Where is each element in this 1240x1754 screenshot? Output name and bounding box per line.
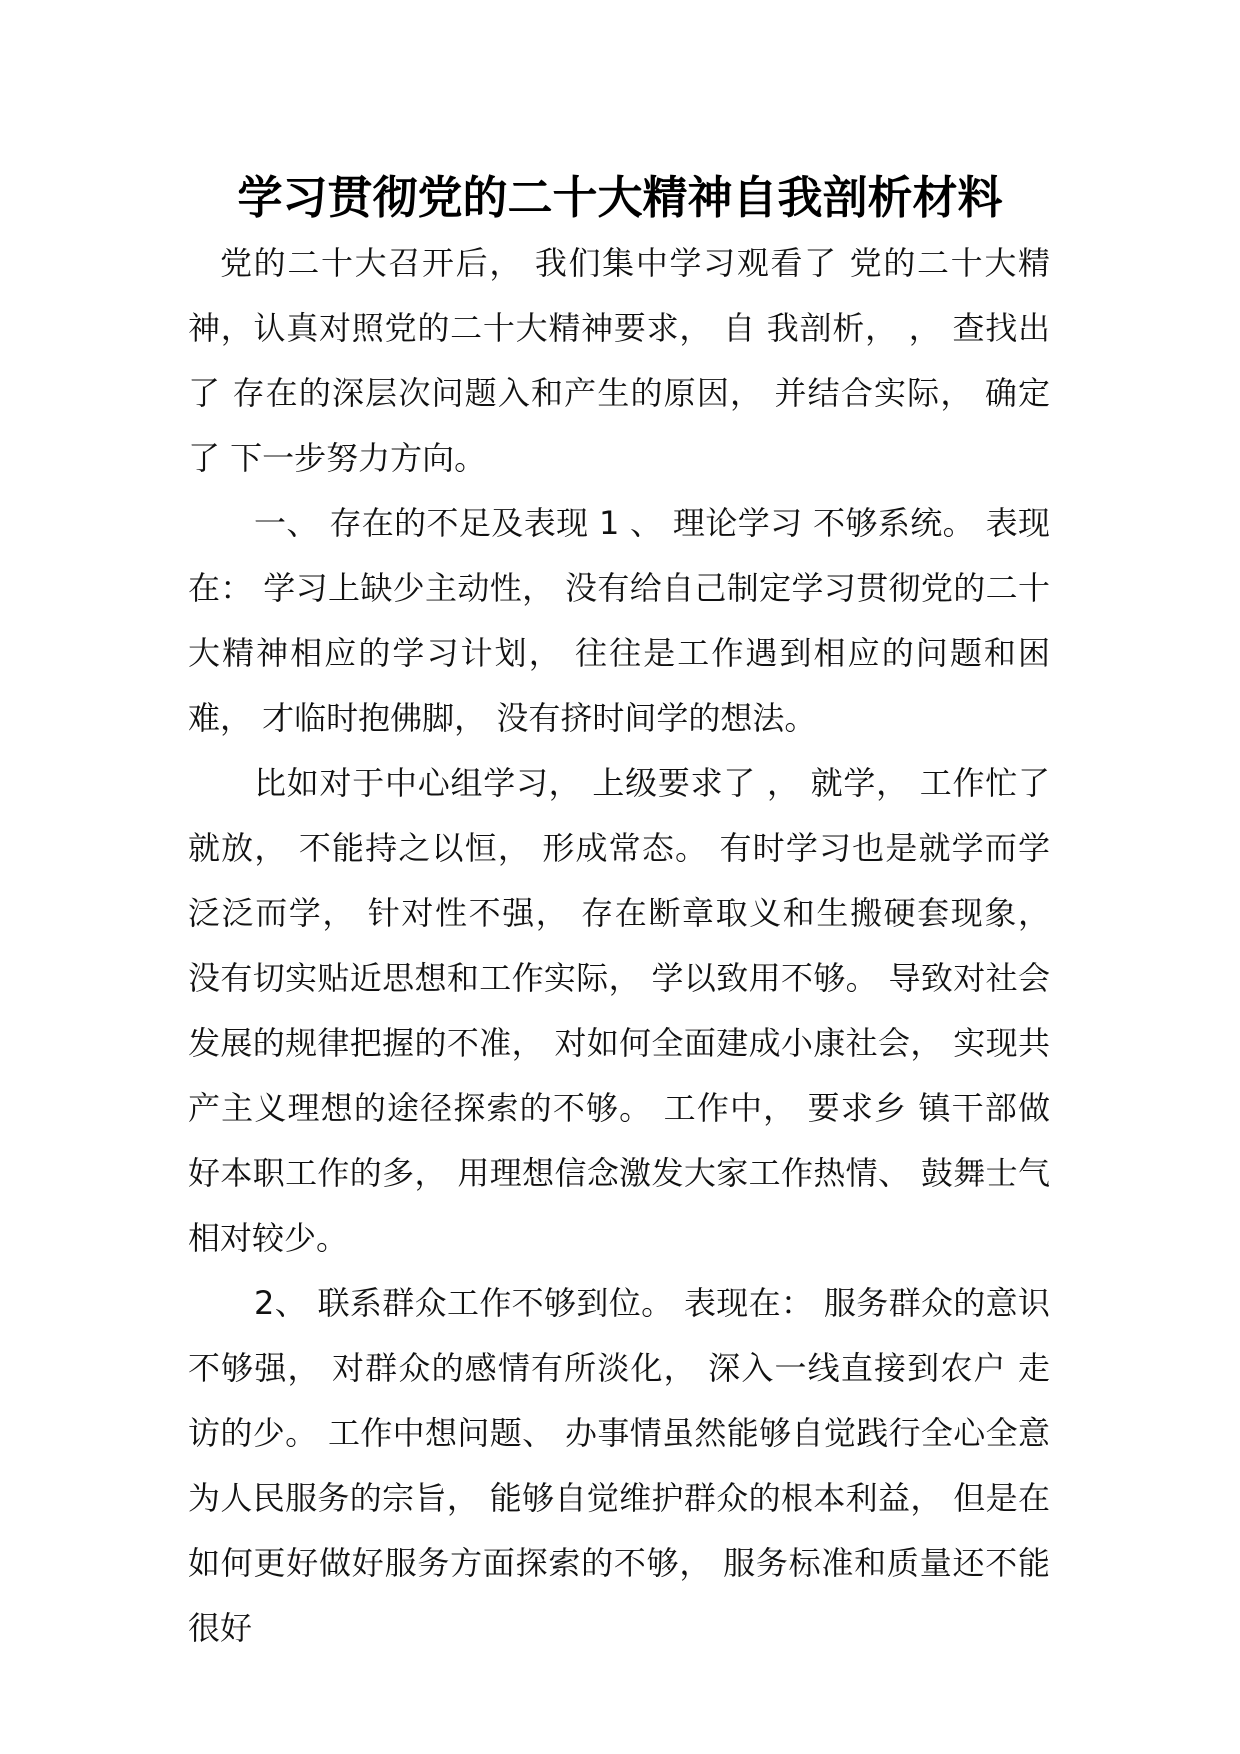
paragraph-example: 比如对于中心组学习， 上级要求了 ， 就学， 工作忙了就放， 不能持之以恒， 形成常态。 有时学习也是就学而学泛泛而学， 针对性不强， 存在断章取义和生搬硬套现象， 没有切实贴近思想和工作实际， 学以致用不够。 导致对社会发展的规律把握的不准， 对如何全面建成小康社会， 实现共产主义理想的途径探索的不够。 工作中， 要求乡 镇干部做好本职工作的多， 用理想信念激发大家工作热情、 鼓舞士气相对较少。 <box>188 764 1050 1257</box>
paragraph-item-two: 2、 联系群众工作不够到位。 表现在： 服务群众的意识不够强， 对群众的感情有所淡化， 深入一线直接到农户 走访的少。 工作中想问题、 办事情虽然能够自觉践行全心全意为人民服务的宗旨， 能够自觉维护群众的根本利益， 但是在如何更好做好服务方面探索的不够， 服务标准和质量还不能很好 <box>188 1284 1050 1647</box>
paragraph-intro: 党的二十大召开后， 我们集中学习观看了 党的二十大精神，认真对照党的二十大精神要求， 自 我剖析， ， 查找出了 存在的深层次问题入和产生的原因， 并结合实际， 确定了 下一步努力方向。 <box>188 244 1050 477</box>
document-title: 学习贯彻党的二十大精神自我剖析材料 <box>237 171 1003 224</box>
document-body <box>188 231 1050 1661</box>
paragraph-section-one: 一、 存在的不足及表现 1 、 理论学习 不够系统。 表现在： 学习上缺少主动性， 没有给自己制定学习贯彻党的二十大精神相应的学习计划， 往往是工作遇到相应的问题和困难， 才临时抱佛脚， 没有挤时间学的想法。 <box>188 504 1050 737</box>
